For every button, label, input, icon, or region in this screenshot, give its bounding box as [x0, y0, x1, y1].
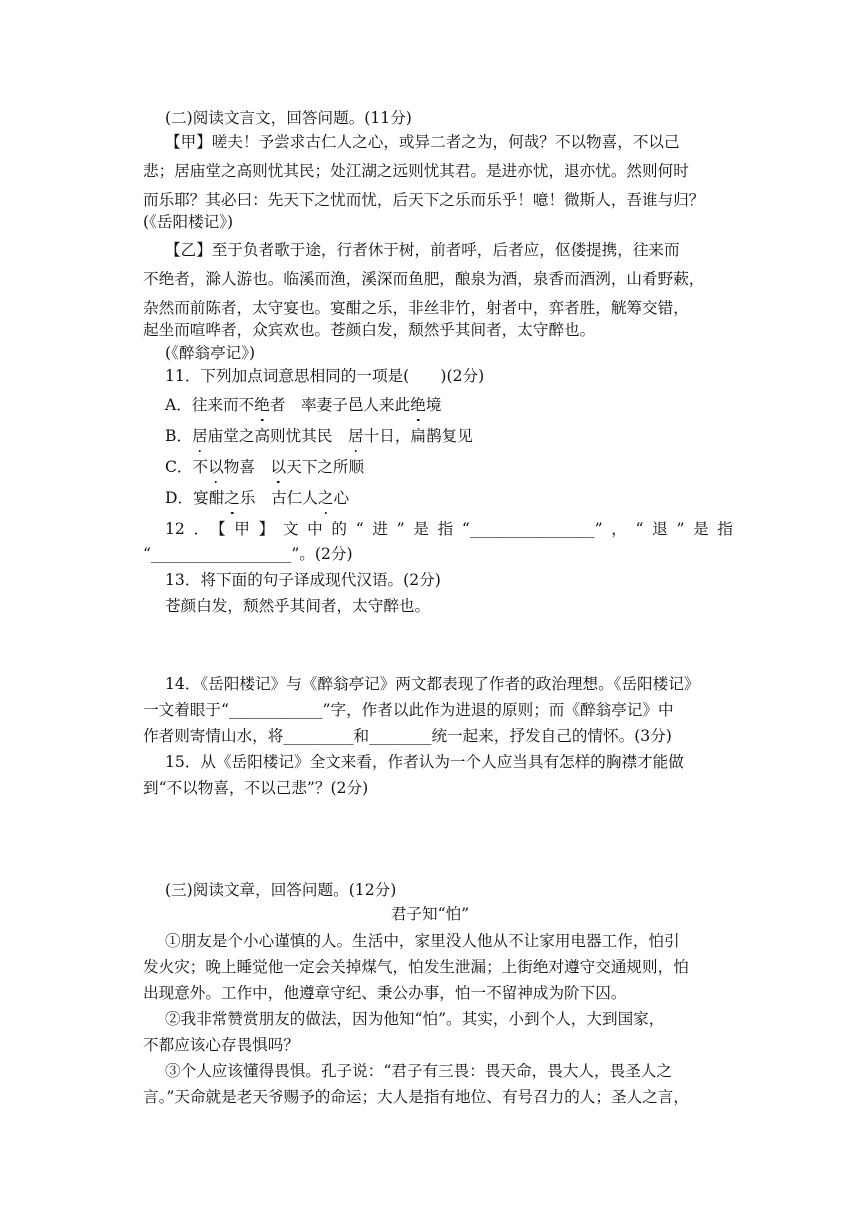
option-text: B． — [165, 427, 193, 445]
option-text: D．宴酣 — [165, 489, 225, 507]
section2-heading: (二)阅读文言文，回答问题。(11分) — [165, 109, 412, 127]
option-text: 物喜 — [223, 458, 271, 476]
question-11: 11．下列加点词意思相同的一项是( )(2分) — [165, 367, 485, 385]
article-paragraph-line: 发火灾；晚上睡觉他一定会关掉煤气，怕发生泄漏；上街绝对遵守交通规则，怕 — [143, 958, 689, 976]
q11-option-b[interactable] — [165, 425, 755, 447]
dotted-char: 之 — [224, 489, 240, 507]
option-text: 者 率妻子邑人来此 — [269, 396, 411, 414]
option-text: 庙堂之高则忧其民 — [207, 427, 349, 445]
dotted-char: 之 — [317, 489, 334, 507]
question-12-line2: “__________________”。(2分) — [143, 545, 353, 563]
question-15-line: 15．从《岳阳楼记》全文来看，作者认为一个人应当具有怎样的胸襟才能做 — [165, 753, 684, 771]
article-paragraph-line: ③个人应该懂得畏惧。孔子说：“君子有三畏：畏天命，畏大人，畏圣人之 — [165, 1062, 672, 1080]
article-paragraph-line: ①朋友是个小心谨慎的人。生活中，家里没人他从不让家用电器工作，怕引 — [165, 932, 680, 950]
passage-jia-source: (《岳阳楼记》) — [143, 213, 234, 231]
article-title: 君子知“怕” — [390, 905, 470, 923]
q11-option-d[interactable] — [165, 487, 755, 509]
article-paragraph-line: 言。”天命就是老天爷赐予的命运；大人是指有地位、有号召力的人；圣人之言， — [143, 1088, 689, 1106]
passage-jia-line: 悲；居庙堂之高则忧其民；处江湖之远则忧其君。是进亦忧，退亦忧。然则何时 — [143, 162, 689, 180]
option-text: A．往来而不 — [165, 396, 255, 414]
dotted-char: 绝 — [410, 396, 426, 414]
dotted-char: 居 — [192, 427, 208, 445]
dotted-char: 以 — [208, 458, 224, 476]
passage-yi-source: (《醉翁亭记》) — [165, 344, 256, 362]
option-text: 十日，扁鹊复见 — [363, 427, 473, 445]
q11-option-a[interactable] — [165, 394, 755, 416]
option-text: 境 — [425, 396, 442, 414]
passage-jia-line: 而乐耶？其必曰：先天下之忧而忧，后天下之乐而乐乎！噫！微斯人，吾谁与归？ — [143, 191, 705, 209]
option-text: C．不 — [165, 458, 209, 476]
section3-heading: (三)阅读文章，回答问题。(12分) — [165, 881, 397, 899]
passage-yi-line: 起坐而喧哗者，众宾欢也。苍颜白发，颓然乎其间者，太守醉也。 — [143, 321, 596, 339]
q11-option-c[interactable] — [165, 456, 755, 478]
dotted-char: 居 — [348, 427, 364, 445]
question-14-line: 14．《岳阳楼记》与《醉翁亭记》两文都表现了作者的政治理想。《岳阳楼记》 — [165, 675, 700, 693]
article-paragraph-line: 出现意外。工作中，他遵章守纪、秉公办事，怕一不留神成为阶下囚。 — [143, 984, 627, 1002]
article-paragraph-line: ②我非常赞赏朋友的做法，因为他知“怕”。其实，小到个人，大到国家， — [165, 1010, 665, 1028]
passage-yi-line: 杂然而前陈者，太守宴也。宴酣之乐，非丝非竹，射者中，弈者胜，觥筹交错， — [143, 299, 689, 317]
question-12-line1: 12．【甲】文中的“进”是指“________________”，“退”是指 — [165, 520, 733, 538]
passage-yi-line: 【乙】至于负者歌于途，行者休于树，前者呼，后者应，伛偻提携，往来而 — [165, 241, 680, 259]
option-text: 心 — [333, 489, 350, 507]
dotted-char: 以 — [270, 458, 287, 476]
question-14-line: 一文着眼于“____________”字，作者以此作为进退的原则；而《醉翁亭记》中 — [143, 701, 674, 719]
dotted-char: 绝 — [254, 396, 270, 414]
option-text: 乐 古仁人 — [239, 489, 318, 507]
question-14-line: 作者则寄情山水，将_________和________统一起来，抒发自己的情怀。(3分) — [143, 727, 672, 745]
question-15-line: 到“不以物喜，不以己悲”？(2分) — [143, 779, 369, 797]
option-text: 天下之所顺 — [286, 458, 365, 476]
article-paragraph-line: 不都应该心存畏惧吗？ — [143, 1036, 299, 1054]
question-13-sentence: 苍颜白发，颓然乎其间者，太守醉也。 — [165, 597, 431, 615]
question-13: 13．将下面的句子译成现代汉语。(2分) — [165, 571, 441, 589]
passage-jia-line: 【甲】嗟夫！予尝求古仁人之心，或异二者之为，何哉？不以物喜，不以己 — [165, 133, 680, 151]
passage-yi-line: 不绝者，滁人游也。临溪而渔，溪深而鱼肥，酿泉为酒，泉香而酒洌，山肴野蔌， — [143, 270, 705, 288]
